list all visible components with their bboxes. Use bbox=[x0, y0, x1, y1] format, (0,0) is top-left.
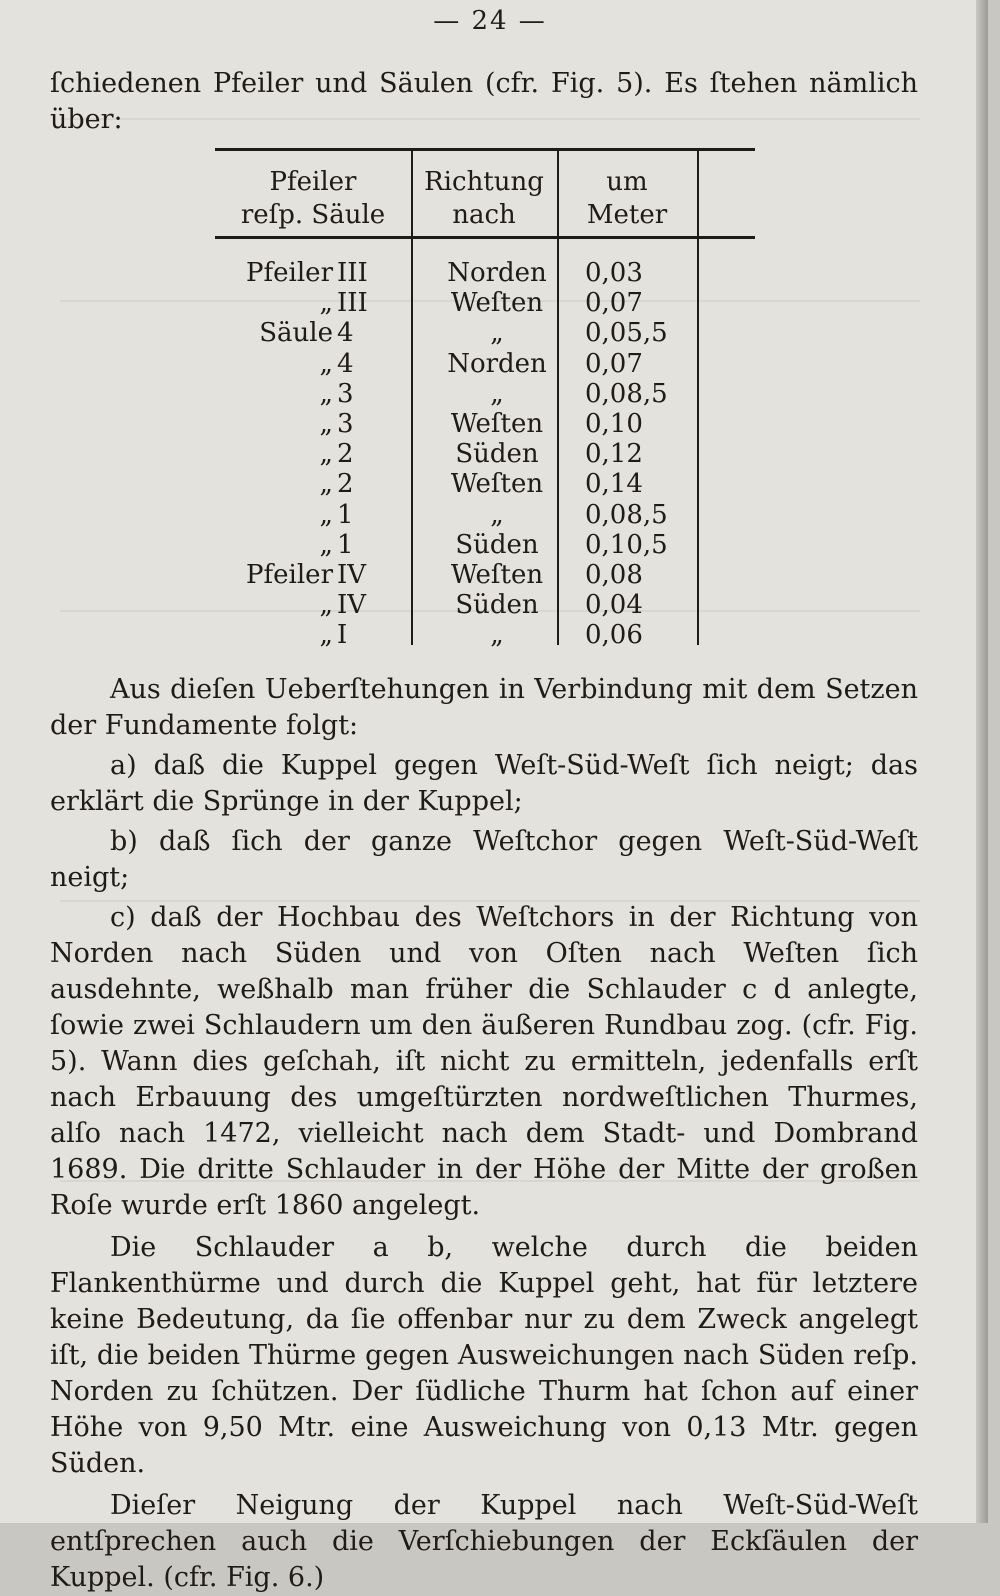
intro-paragraph bbox=[50, 66, 918, 138]
conclusion-intro: Aus dieſen Ueberſtehungen in Verbindung mit dem Setzen der Fundamente folgt: bbox=[50, 674, 918, 741]
pillar-name-cell: „ bbox=[319, 348, 333, 379]
pillar-name-cell: „ bbox=[319, 620, 333, 651]
direction-cell: Weſten bbox=[450, 560, 544, 590]
amount-cell: 0,03 bbox=[585, 258, 643, 288]
pillar-number-cell: 3 bbox=[337, 378, 354, 409]
direction-cell: Weſten bbox=[450, 409, 544, 439]
pillar-number-cell: IV bbox=[337, 590, 367, 621]
pillar-name-cell: Pfeiler bbox=[246, 258, 333, 288]
direction-cell: Weſten bbox=[450, 288, 544, 319]
list-item: b) daß ſich der ganze Weſtchor gegen Weſt-Süd-Weſt neigt; bbox=[50, 826, 918, 893]
pillar-name-cell: „ bbox=[319, 499, 333, 530]
direction-cell: Süden bbox=[455, 439, 539, 470]
pillar-number-cell: 1 bbox=[337, 499, 354, 530]
conclusion-section bbox=[50, 672, 918, 1596]
direction-cell: Weſten bbox=[450, 469, 544, 500]
direction-cell: „ bbox=[490, 378, 504, 409]
header-pillar bbox=[215, 166, 411, 232]
pillar-number-cell: 4 bbox=[337, 318, 354, 349]
direction-cell: Süden bbox=[455, 529, 539, 560]
pillar-number-cell: IV bbox=[337, 560, 367, 590]
direction-cell: „ bbox=[490, 318, 504, 349]
direction-cell: Norden bbox=[447, 258, 547, 288]
header-direction-line2: nach bbox=[452, 200, 516, 230]
pillar-number-cell: 3 bbox=[337, 409, 354, 439]
header-direction bbox=[411, 166, 557, 232]
amount-cell: 0,12 bbox=[585, 439, 643, 470]
amount-cell: 0,04 bbox=[585, 590, 643, 621]
header-amount-line1: um bbox=[606, 167, 648, 197]
pillar-name-cell: „ bbox=[319, 469, 333, 500]
page-number: — 24 — bbox=[433, 6, 547, 36]
pillar-number-cell: 2 bbox=[337, 439, 354, 470]
pillar-name-cell: „ bbox=[319, 288, 333, 319]
pillar-name-cell: „ bbox=[319, 439, 333, 470]
header-amount-line2: Meter bbox=[586, 200, 668, 230]
list-item: c) daß der Hochbau des Weſtchors in der Richtung von Norden nach Süden und von Oſten nach Weſten ſich ausdehnte, weßhalb man früher die Schlauder c d anlegte, ſowie zwei Schlaudern um den äußeren Rundbau zog. (cfr. Fig. 5). Wann dies geſchah, iſt nicht zu ermitteln, jedenfalls erſt nach Erbauung des umgeſtürzten nordweſtlichen Thurmes, alſo nach 1472, vielleicht nach dem Stadt- und Dombrand 1689. Die dritte Schlauder in der Höhe der Mitte der großen Roſe wurde erſt 1860 angelegt. bbox=[50, 902, 918, 1221]
final-paragraph: Dieſer Neigung der Kuppel nach Weſt-Süd-Weſt entſprechen auch die Verſchiebungen der Eckſäulen der Kuppel. (cfr. Fig. 6.) bbox=[50, 1490, 918, 1593]
direction-cell: Norden bbox=[447, 348, 547, 379]
pillar-name-cell: Pfeiler bbox=[246, 560, 333, 590]
direction-cell: „ bbox=[490, 620, 504, 651]
pillar-name-cell: „ bbox=[319, 409, 333, 439]
amount-cell: 0,10 bbox=[585, 409, 643, 439]
pillar-name-cell: „ bbox=[319, 590, 333, 621]
schlauder-paragraph: Die Schlauder a b, welche durch die beiden Flankenthürme und durch die Kuppel geht, hat für letztere keine Bedeutung, da ſie offenbar nur zu dem Zweck angelegt iſt, die beiden Thürme gegen Ausweichungen nach Süden reſp. Norden zu ſchützen. Der ſüdliche Thurm hat ſchon auf einer Höhe von 9,50 Mtr. eine Ausweichung von 0,13 Mtr. gegen Süden. bbox=[50, 1232, 918, 1479]
header-amount bbox=[557, 166, 697, 232]
amount-cell: 0,06 bbox=[585, 620, 643, 651]
amount-cell: 0,07 bbox=[585, 288, 643, 319]
header-pillar-line1: Pfeiler bbox=[269, 167, 357, 197]
displacement-table bbox=[215, 148, 755, 651]
intro-text: ſchiedenen Pfeiler und Säulen (cfr. Fig. 5). Es ſtehen nämlich über: bbox=[50, 68, 918, 135]
table-header-rule bbox=[215, 236, 755, 239]
pillar-name-cell: „ bbox=[319, 529, 333, 560]
direction-cell: „ bbox=[490, 499, 504, 530]
table-column-divider bbox=[697, 148, 699, 645]
amount-cell: 0,10,5 bbox=[585, 529, 668, 560]
table-top-rule bbox=[215, 148, 755, 151]
pillar-name-cell: „ bbox=[319, 378, 333, 409]
page-edge-shadow bbox=[976, 0, 988, 1523]
pillar-number-cell: 1 bbox=[337, 529, 354, 560]
amount-cell: 0,08,5 bbox=[585, 499, 668, 530]
amount-cell: 0,05,5 bbox=[585, 318, 668, 349]
pillar-number-cell: III bbox=[337, 288, 368, 319]
pillar-number-cell: 4 bbox=[337, 348, 354, 379]
amount-cell: 0,07 bbox=[585, 348, 643, 379]
amount-cell: 0,08,5 bbox=[585, 378, 668, 409]
amount-cell: 0,08 bbox=[585, 560, 643, 590]
pillar-number-cell: I bbox=[337, 620, 348, 651]
pillar-name-cell: Säule bbox=[259, 318, 333, 349]
list-item: a) daß die Kuppel gegen Weſt-Süd-Weſt ſich neigt; das erklärt die Sprünge in der Kuppel; bbox=[50, 750, 918, 817]
header-pillar-line2: reſp. Säule bbox=[240, 200, 386, 230]
pillar-number-cell: 2 bbox=[337, 469, 354, 500]
amount-cell: 0,14 bbox=[585, 469, 643, 500]
pillar-number-cell: III bbox=[337, 258, 368, 288]
direction-cell: Süden bbox=[455, 590, 539, 621]
header-direction-line1: Richtung bbox=[424, 167, 544, 197]
